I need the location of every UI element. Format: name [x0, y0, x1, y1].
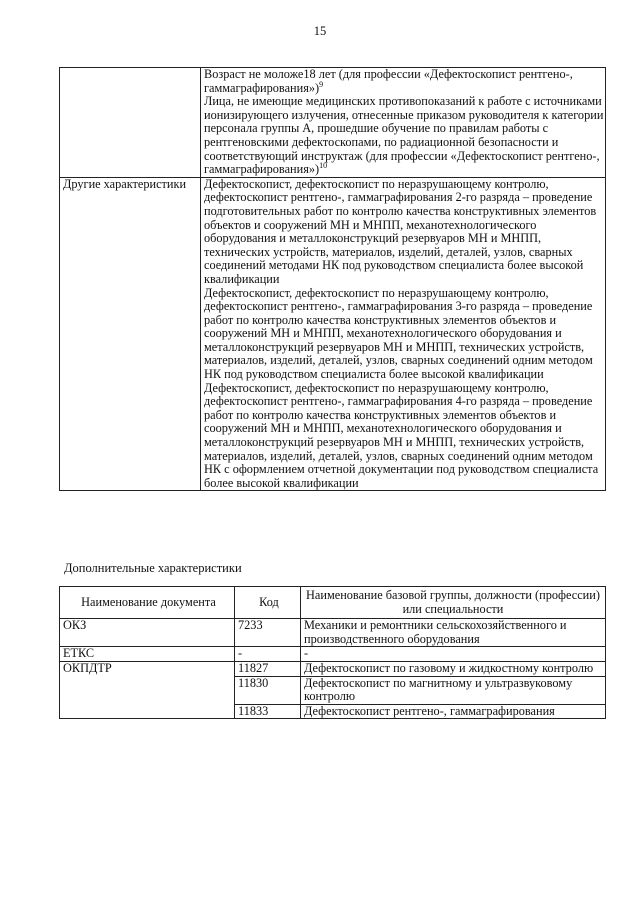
header-document: Наименование документа [60, 587, 235, 619]
page-number: 15 [313, 24, 327, 38]
code-cell: 7233 [235, 619, 301, 647]
row-label: Другие характеристики [60, 177, 201, 491]
doc-cell: ОКПДТР [60, 661, 235, 718]
name-cell: Дефектоскопист по газовому и жидкостному контролю [301, 661, 606, 676]
doc-cell: ЕТКС [60, 647, 235, 662]
grade-2-description: Дефектоскопист, дефектоскопист по неразрушающему контролю, дефектоскопист рентгено-, гаммаграфирования 2-го разряда – проведение подготовительных работ по контролю качества конструктивных элементов объектов и сооружений МН и МНПП, механотехнологического оборудования и металлоконструкций резервуаров МН и МНПП, технических устройств, материалов, изделий, деталей, узлов, сварных соединений методами НК под руководством специалиста более высокой квалификации [204, 176, 597, 286]
table-row [60, 68, 606, 178]
characteristics-table [59, 67, 606, 491]
grade-4-description: Дефектоскопист, дефектоскопист по неразрушающему контролю, дефектоскопист рентгено-, гаммаграфирования 4-го разряда – проведение работ по контролю качества конструктивных элементов объектов и сооружений МН и МНПП, механотехнологического оборудования и металлоконструкций резервуаров МН и МНПП, технических устройств, материалов, изделий, деталей, узлов, сварных соединений одним методом НК с оформлением отчетной документации под руководством специалиста более высокой квалификации [204, 380, 599, 490]
medical-requirement-text: Лица, не имеющие медицинских противопоказаний к работе с источниками ионизирующего излучения, отнесенные приказом руководителя к категории персонала группы А, прошедшие обучение по правилам работы с рентгеновскими дефектоскопами, по радиационной безопасности и соответствующий инструктаж (для профессии «Дефектоскопист рентгено-, гаммаграфирования») [204, 94, 604, 177]
requirements-cell [201, 68, 606, 178]
classification-table [59, 586, 606, 719]
name-cell: Механики и ремонтники сельскохозяйственного и производственного оборудования [301, 619, 606, 647]
header-name: Наименование базовой группы, должности (профессии) или специальности [301, 587, 606, 619]
footnote-ref-10: 10 [319, 161, 328, 171]
code-cell: 11827 [235, 661, 301, 676]
table-row [60, 619, 606, 647]
header-code: Код [235, 587, 301, 619]
row-label [60, 68, 201, 178]
doc-cell: ОКЗ [60, 619, 235, 647]
table-row [60, 177, 606, 491]
code-cell: 11830 [235, 676, 301, 704]
footnote-ref-9: 9 [319, 79, 324, 89]
name-cell: Дефектоскопист рентгено-, гаммаграфирования [301, 704, 606, 719]
table-row [60, 647, 606, 662]
table-header-row [60, 587, 606, 619]
other-characteristics-cell [201, 177, 606, 491]
name-cell: Дефектоскопист по магнитному и ультразвуковому контролю [301, 676, 606, 704]
name-cell: - [301, 647, 606, 662]
medical-requirement [204, 95, 605, 177]
table-row [60, 661, 606, 676]
code-cell: - [235, 647, 301, 662]
grade-3-description: Дефектоскопист, дефектоскопист по неразрушающему контролю, дефектоскопист рентгено-, гаммаграфирования 3-го разряда – проведение работ по контролю качества конструктивных элементов объектов и сооружений МН и МНПП, механотехнологического оборудования и металлоконструкций резервуаров МН и МНПП, технических устройств, материалов, изделий, деталей, узлов, сварных соединений одним методом НК под руководством специалиста более высокой квалификации [204, 285, 593, 382]
age-requirement [204, 68, 605, 95]
code-cell: 11833 [235, 704, 301, 719]
age-requirement-text: Возраст не моложе18 лет (для профессии «Дефектоскопист рентгено-, гаммаграфирования») [204, 67, 573, 95]
section-subtitle: Дополнительные характеристики [64, 561, 242, 575]
